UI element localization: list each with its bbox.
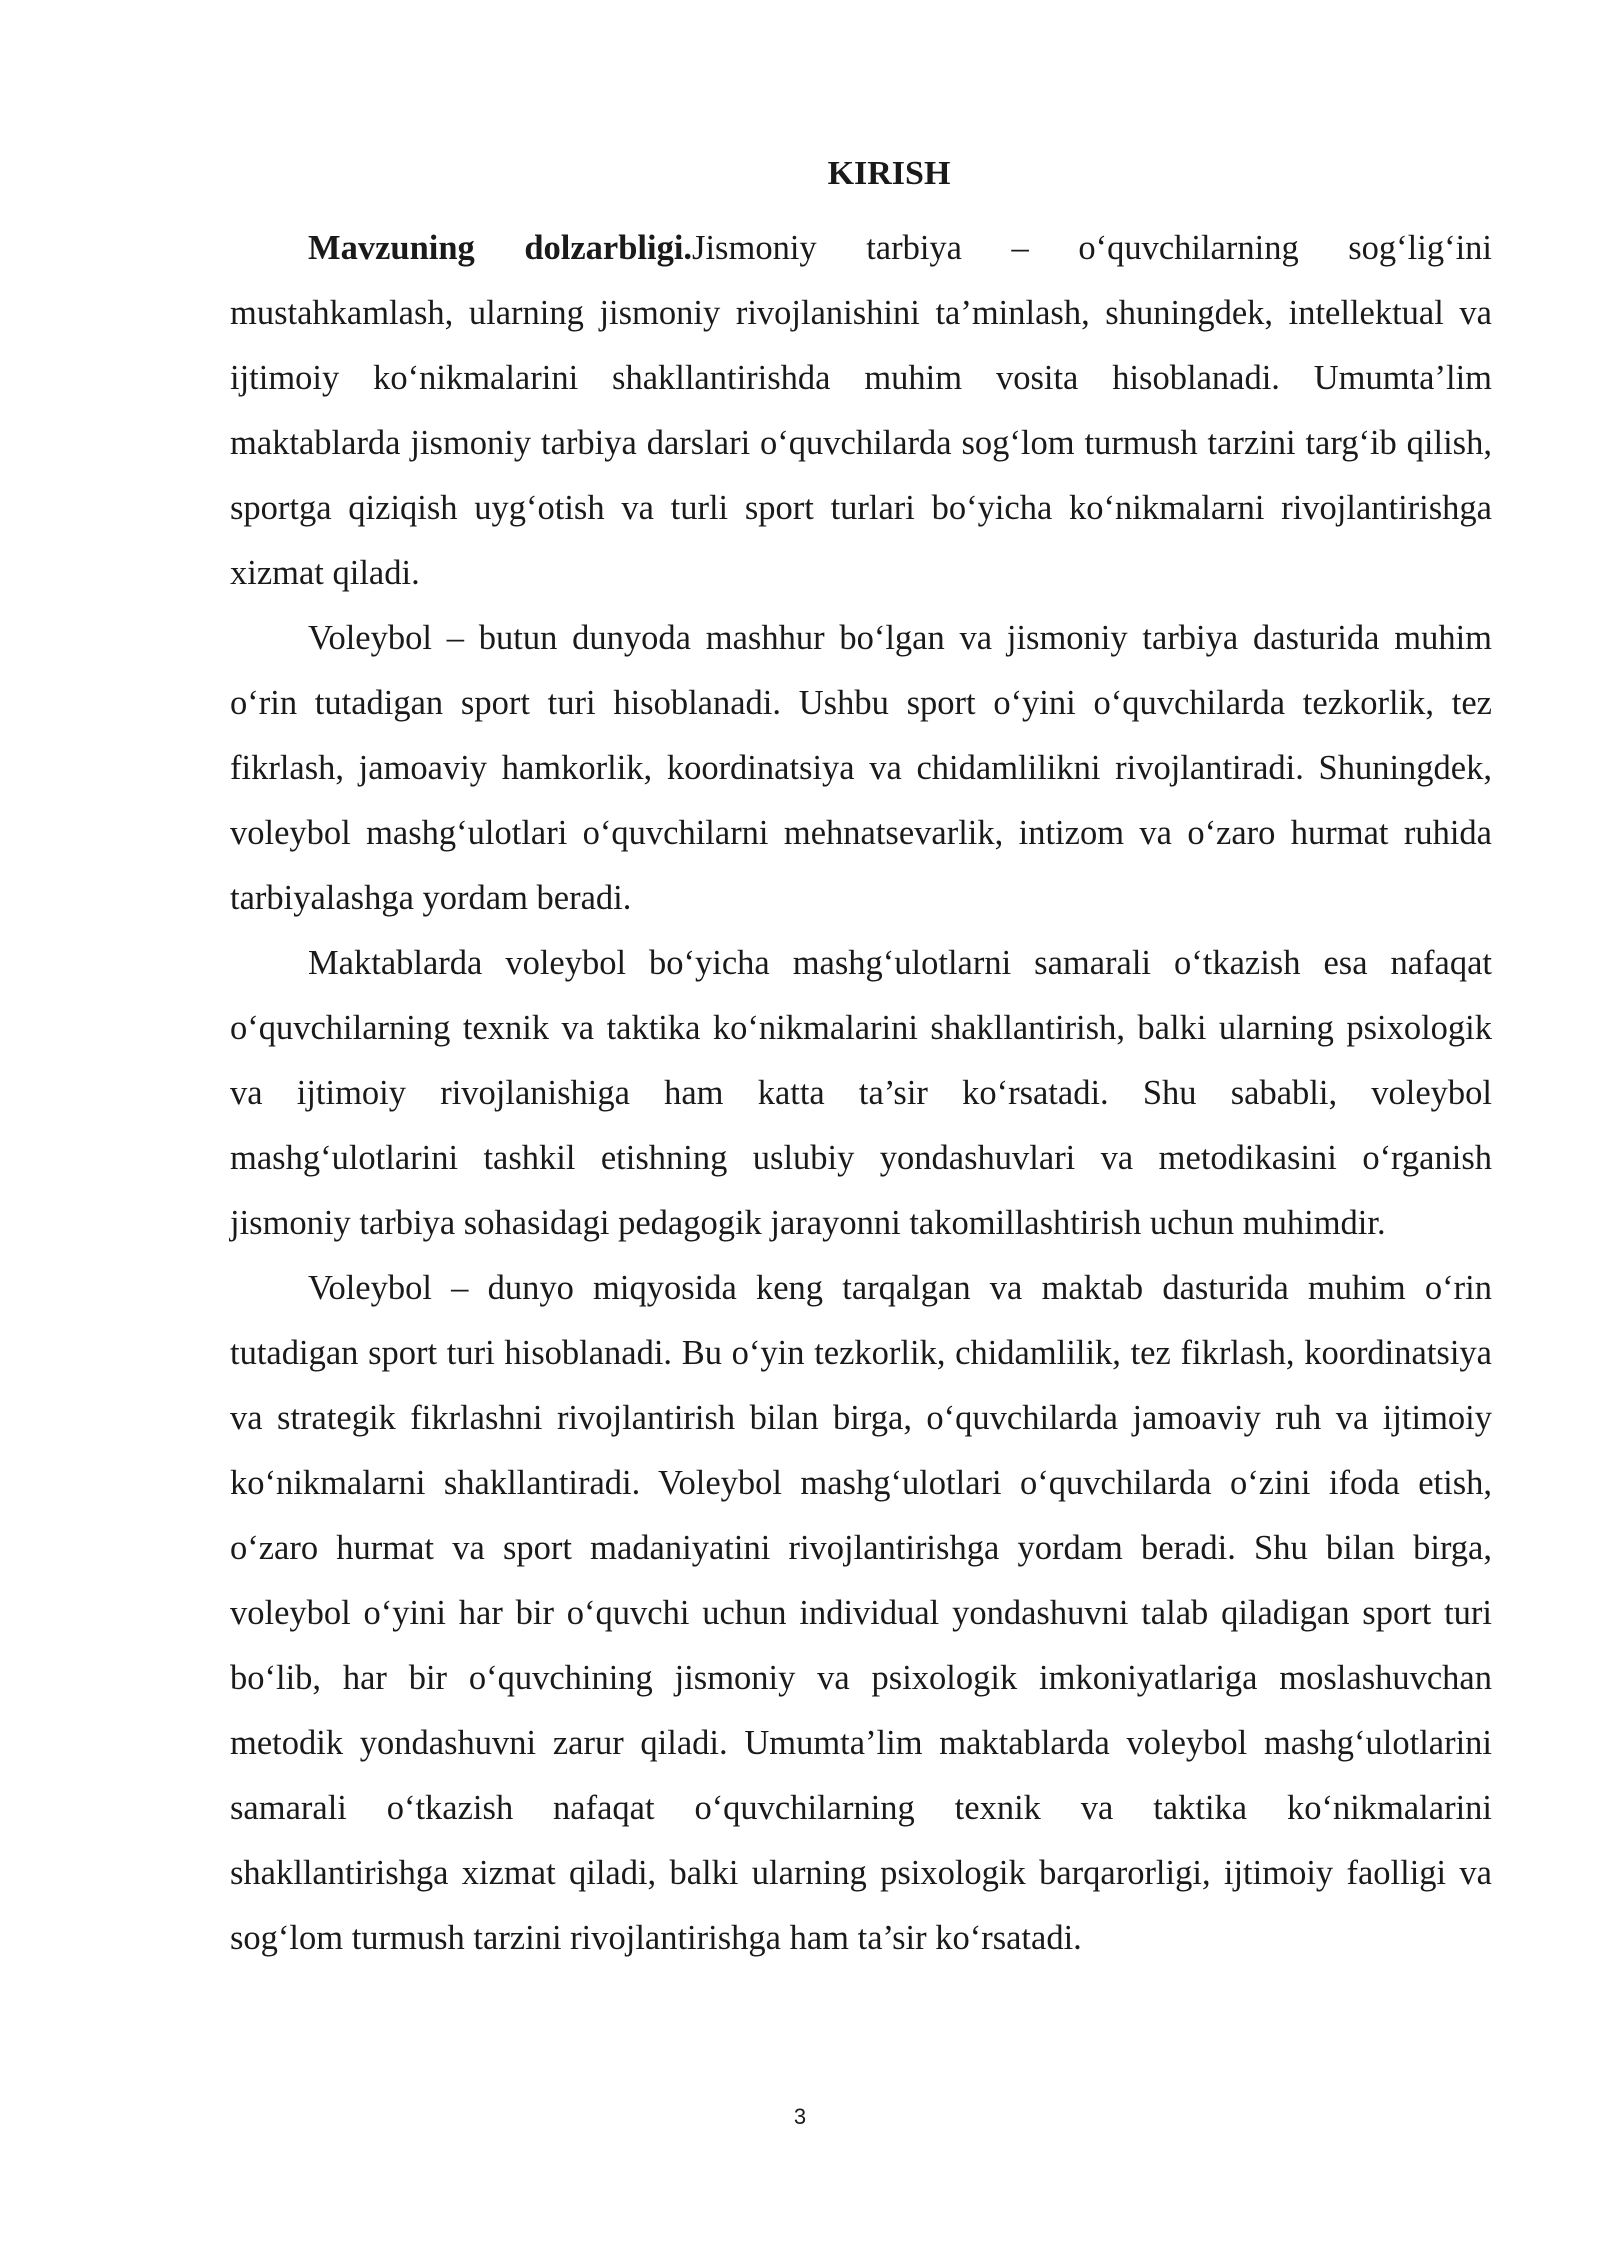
- paragraph-school-training: Maktablarda voleybol bo‘yicha mashg‘ulotlarni samarali o‘tkazish esa nafaqat o‘quvchilarning texnik va taktika ko‘nikmalarini shakllantirish, balki ularning psixologik va ijtimoiy rivojlanishiga ham katta ta’sir ko‘rsatadi. Shu sababli, voleybol mashg‘ulotlarini tashkil etishning uslubiy yondashuvlari va metodikasini o‘rganish jismoniy tarbiya sohasidagi pedagogik jarayonni takomillashtirish uchun muhimdir.: [230, 944, 1492, 1242]
- paragraph-volleyball-intro: Voleybol – butun dunyoda mashhur bo‘lgan va jismoniy tarbiya dasturida muhim o‘rin tutadigan sport turi hisoblanadi. Ushbu sport o‘yini o‘quvchilarda tezkorlik, tez fikrlash, jamoaviy hamkorlik, koordinatsiya va chidamlilikni rivojlantiradi. Shuningdek, voleybol mashg‘ulotlari o‘quvchilarni mehnatsevarlik, intizom va o‘zaro hurmat ruhida tarbiyalashga yordam beradi.: [230, 619, 1492, 917]
- section-heading: KIRISH: [827, 155, 951, 192]
- paragraph-volleyball-importance: Voleybol – dunyo miqyosida keng tarqalgan va maktab dasturida muhim o‘rin tutadigan sport turi hisoblanadi. Bu o‘yin tezkorlik, chidamlilik, tez fikrlash, koordinatsiya va strategik fikrlashni rivojlantirish bilan birga, o‘quvchilarda jamoaviy ruh va ijtimoiy ko‘nikmalarni shakllantiradi. Voleybol mashg‘ulotlari o‘quvchilarda o‘zini ifoda etish, o‘zaro hurmat va sport madaniyatini rivojlantirishga yordam beradi. Shu bilan birga, voleybol o‘yini har bir o‘quvchi uchun individual yondashuvni talab qiladigan sport turi bo‘lib, har bir o‘quvchining jismoniy va psixologik imkoniyatlariga moslashuvchan metodik yondashuvni zarur qiladi. Umumta’lim maktablarda voleybol mashg‘ulotlarini samarali o‘tkazish nafaqat o‘quvchilarning texnik va taktika ko‘nikmalarini shakllantirishga xizmat qiladi, balki ularning psixologik barqarorligi, ijtimoiy faolligi va sog‘lom turmush tarzini rivojlantirishga ham ta’sir ko‘rsatadi.: [230, 1269, 1492, 1957]
- paragraph-relevance: [230, 216, 1492, 606]
- page-number: 3: [793, 2104, 807, 2129]
- paragraph-text: Jismoniy tarbiya – o‘quvchilarning sog‘lig‘ini mustahkamlash, ularning jismoniy rivojlanishini ta’minlash, shuningdek, intellektual va ijtimoiy ko‘nikmalarini shakllantirishda muhim vosita hisoblanadi. Umumta’lim maktablarda jismoniy tarbiya darslari o‘quvchilarda sog‘lom turmush tarzini targ‘ib qilish, sportga qiziqish uyg‘otish va turli sport turlari bo‘yicha ko‘nikmalarni rivojlantirishga xizmat qiladi.: [230, 229, 1492, 592]
- document-page: [230, 150, 1492, 1971]
- paragraph-lead: Mavzuning dolzarbligi.: [308, 229, 693, 267]
